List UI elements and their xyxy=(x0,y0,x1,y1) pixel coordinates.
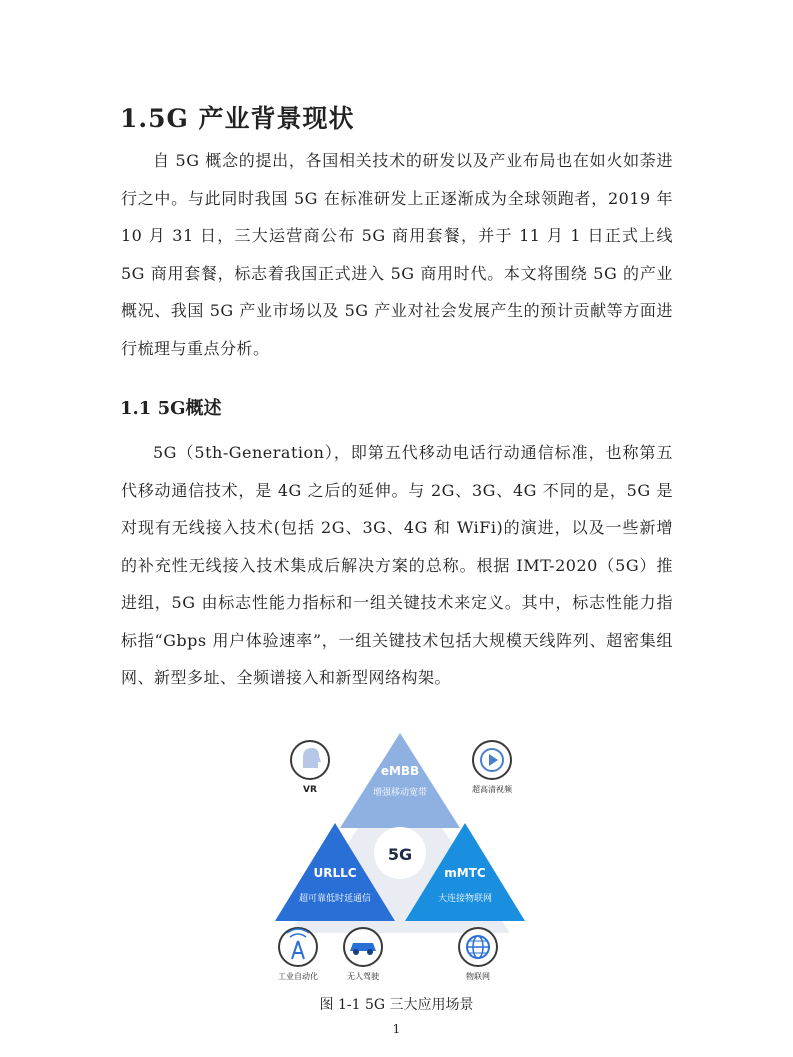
center-label: 5G xyxy=(387,845,413,864)
video-label: 超高清视频 xyxy=(472,785,512,794)
mmtc-title: mMTC xyxy=(444,866,486,880)
iot-label: 物联网 xyxy=(466,972,490,981)
urllc-title: URLLC xyxy=(313,866,357,880)
antenna-icon xyxy=(279,928,317,966)
intro-paragraph: 自 5G 概念的提出，各国相关技术的研发以及产业布局也在如火如荼进行之中。与此同时我国 5G 在标准研发上正逐渐成为全球领跑者，2019 年 10 月 31 日，三大运营商公布 5G 商用套餐，并于 11 月 1 日正式上线 5G 商用套餐，标志着我国正式进入 5G 商用时代。本文将围绕 5G 的产业概况、我国 5G 产业市场以及 5G 产业对社会发展产生的预计贡献等方面进行梳理与重点分析。 xyxy=(121,151,673,358)
vr-label: VR xyxy=(303,785,317,795)
industry-label: 工业自动化 xyxy=(278,972,318,981)
vr-icon xyxy=(291,741,329,779)
urllc-subtitle: 超可靠低时延通信 xyxy=(298,894,372,904)
embb-subtitle: 增强移动宽带 xyxy=(372,788,428,798)
5g-scenarios-figure xyxy=(270,733,530,993)
figure-caption: 图 1-1 5G 三大应用场景 xyxy=(319,997,474,1013)
embb-triangle xyxy=(340,733,460,828)
mmtc-subtitle: 大连接物联网 xyxy=(437,894,493,904)
car-icon xyxy=(344,928,382,966)
page-number: 1 xyxy=(392,1022,401,1036)
video-icon xyxy=(473,741,511,779)
embb-title: eMBB xyxy=(380,764,420,778)
overview-paragraph: 5G（5th-Generation），即第五代移动电话行动通信标准，也称第五代移动通信技术，是 4G 之后的延伸。与 2G、3G、4G 不同的是，5G 是对现有无线接入技术(包括 2G、3G、4G 和 WiFi)的演进，以及一些新增的补充性无线接入技术集成后解决方案的总称。根据 IMT-2020（5G）推进组，5G 由标志性能力指标和一组关键技术来定义。其中，标志性能力指标指“Gbps 用户体验速率”，一组关键技术包括大规模天线阵列、超密集组网、新型多址、全频谱接入和新型网络构架。 xyxy=(121,443,673,687)
section-title: 1.5G 产业背景现状 xyxy=(120,104,355,133)
globe-icon xyxy=(459,928,497,966)
driving-label: 无人驾驶 xyxy=(347,972,379,981)
subsection-title: 1.1 5G概述 xyxy=(120,398,222,419)
